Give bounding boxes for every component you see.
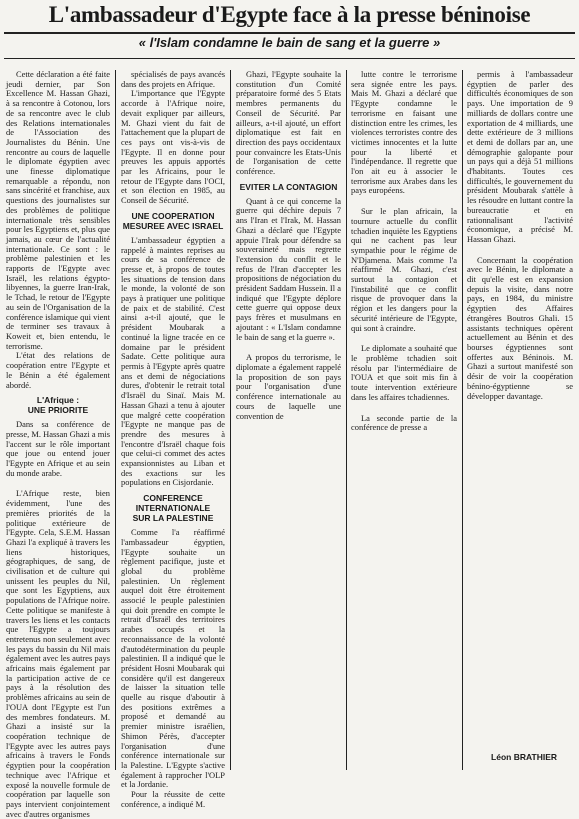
section-heading-line: UNE PRIORITE (27, 405, 89, 416)
article-column-1 (6, 69, 110, 819)
paragraph: Comme l'a réaffirmé l'ambassadeur égyptien, l'Egypte souhaite un règlement pacifique, juste et global du problème palestinien. Un règlement auquel doit être étroitement associé le peuple palestinien qui doit prendre en compte le retrait d'Israël des territoires arabes occupés et la reconnaissance de la volonté d'autodétermination du peuple palestinien. Il a indiqué que le président Hosni Moubarak qui considère qu'il est dangereux de laisser la situation telle quelle au risque d'aboutir à des positions extrêmes a proposé et demandé au premier ministre israélien, Shimon Pérès, d'accepter l'organisation d'une conférence internationale sur la Palestine. L'Egypte s'active également à rapprocher l'OLP et la Jordanie. (121, 527, 225, 790)
paragraph: Concernant la coopération avec le Bénin, le diplomate a dit qu'elle est en expansion depuis la visite, dans notre pays, en 1984, du ministre égyptien des Affaires étrangères Boutros Ghali. 15 assistants techniques opèrent actuellement au Bénin et des bourses égyptiennes sont offertes aux Béninois. M. Ghazi a surtout manifesté son désir de voir la coopération bénino-égyptienne se développer davantage. (467, 254, 573, 401)
article-column-3 (236, 70, 341, 590)
paragraph: L'état des relations de coopération entre l'Egypte et le Bénin a été également abordé. (6, 350, 110, 390)
column-divider (346, 70, 347, 770)
author-byline: Léon BRATHIER (491, 752, 557, 762)
article-subtitle: « l'Islam condamne le bain de sang et la guerre » (138, 35, 441, 50)
article-column-2 (121, 69, 225, 809)
paragraph: A propos du terrorisme, le diplomate a également rappelé la proposition de son pays pour l'organisation d'une conférence internationale au cours de laquelle une convention de (236, 352, 341, 421)
column-divider (230, 70, 231, 770)
paragraph: lutte contre le terrorisme sera signée entre les pays. Mais M. Ghazi a déclaré que l'Egypte condamne le terrorisme en faisant une distinction entre les crimes, les violences terroristes contre des victimes innocentes et la lutte pour la liberté et l'indépendance. Il regrette que l'on ait eu à associer le terrorisme aux Arabes dans les pays européens. (351, 69, 457, 196)
section-heading-line: SUR LA PALESTINE (132, 513, 214, 524)
paragraph: Le diplomate a souhaité que le problème tchadien soit résolu par l'intermédiaire de l'OUA et que soit mis fin à toute intervention extérieure dans les affaires tchadiennes. (351, 343, 457, 402)
paragraph: Ghazi, l'Egypte souhaite la constitution d'un Comité préparatoire formé des 5 Etats membres permanents du Conseil de Sécurité. Par ailleurs, a-t-il ajouté, un effort diplomatique est fait en direction des pays occidentaux pour convaincre les Etats-Unis de l'organisation de cette conférence. (236, 69, 341, 177)
paragraph-gap (467, 245, 573, 256)
column-divider (115, 70, 116, 770)
article-column-4 (351, 70, 457, 590)
top-rule (4, 32, 575, 34)
section-heading (236, 182, 341, 192)
section-heading (121, 493, 225, 523)
section-heading (6, 395, 110, 415)
subtitle-rule (4, 58, 575, 59)
paragraph: Dans sa conférence de presse, M. Hassan Ghazi a mis l'accent sur le rôle important que joue ou entend jouer l'Egypte en Afrique et au sein du monde arabe. (6, 419, 110, 478)
section-heading-line: CONFERENCE (143, 493, 203, 504)
paragraph: Sur le plan africain, la tournure actuelle du conflit tchadien inquiète les Egyptiens qui ne cachent pas leur sympathie pour le régime de N'Djamena. Mais comme l'a réaffirmé M. Ghazi, c'est surtout la contagion et l'instabilité que ce conflit risque de provoquer dans la région et les dangers pour la sécurité intérieure de l'Egypte, qui sont à craindre. (351, 206, 457, 333)
article-column-5 (467, 70, 573, 590)
paragraph: spécialisés de pays avancés dans des projets en Afrique. (121, 69, 225, 89)
section-heading-line: INTERNATIONALE (135, 503, 211, 514)
paragraph: Pour la réussite de cette conférence, a indiqué M. (121, 789, 225, 809)
section-heading-line: UNE COOPERATION (131, 210, 215, 221)
paragraph: La seconde partie de la conférence de presse a (351, 412, 457, 433)
paragraph: L'Afrique reste, bien évidemment, l'une des premières priorités de la politique extérieure de l'Egypte. Cela, S.E.M. Hassan Ghazi l'a expliqué à travers les liens historiques, géographiques, de sang, de civilisation et de culture qui unissent les peuples du Nil, que sont les Egyptiens, aux populations de l'Afrique noire. Cette politique se manifeste à travers les liens et les contacts que l'Egypte a toujours entretenus non seulement avec les pays du bassin du Nil mais également avec les autres pays africains mais également par la participation active de ce pays à la résolution des problèmes africains au sein de l'OUA dont l'Egypte est l'un des membres fondateurs. M. Ghazi a insisté sur la coopération technique de l'Egypte avec les autres pays africains à travers le Fonds égyptien pour la coopération technique avec l'Afrique et exposé la nouvelle formule de coopération par laquelle son pays intervient conjointement avec d'autres organismes (6, 488, 110, 819)
section-heading-line: EVITER LA CONTAGION (239, 181, 338, 192)
column-divider (462, 70, 463, 770)
paragraph: permis à l'ambassadeur égyptien de parler des difficultés économiques de son pays. Une importation de 9 milliards de dollars contre une exportation de 4 milliards, une dette extérieure de 3 millions et demi de dollars par an, une démographie galopante pour un pays qui a déjà 51 millions d'habitants. Toutes ces difficultés, le gouvernement du président Moubarak s'attèle à les résoudre en luttant contre la bureaucratie et en rationnalisant l'activité économique, a précisé M. Hassan Ghazi. (467, 69, 573, 244)
paragraph: Quant à ce qui concerne la guerre qui déchire depuis 7 ans l'Iran et l'Irak, M. Hassan Ghazi a déclaré que l'Egypte appuie l'Irak pour défendre sa souveraineté mais regrette l'extension du conflit et le refus de l'Iran d'accepter les propositions de négociation du président Saddam Hussein. Il a indiqué que l'Egypte déplore cette guerre qui oppose deux pays frères et musulmans en ajoutant : « L'Islam condamne le bain de sang et la guerre ». (236, 195, 341, 342)
section-heading (121, 211, 225, 231)
paragraph: Cette déclaration a été faite jeudi dernier, par Son Excellence M. Hassan Ghazi, à sa rencontre à Cotonou, lors de sa rencontre avec le club des Relations internationales de l'Association des Journalistes du Bénin. Une rencontre au cours de laquelle le diplomate égyptien avec une finesse diplomatique remarquable a répondu, non sans sincérité et franchise, aux questions des journalistes sur des problèmes de politique internationale très sensibles pour les Egyptiens et, plus que jamais, au cœur de l'actualité internationale. Ce sont : le problème palestinien et les rapports de l'Egypte avec Israël, les relations égypto-libyennes, la guerre Iran-Irak, le Tchad, le retour de l'Egypte au sein de l'Organisation de la conférence islamique qui vient de terminer ses travaux à Koweit et, bien entendu, le terrorisme. (6, 69, 110, 351)
section-heading-line: L'Afrique : (36, 395, 80, 406)
article-title: L'ambassadeur d'Egypte face à la presse béninoise (48, 2, 531, 27)
paragraph: L'ambassadeur égyptien a rappelé à maintes reprises au cours de sa conférence de presse et, à propos de toutes les situations de tension dans le monde, la volonté de son pays à pratiquer une politique de paix et de stabilité. C'est ainsi a-t-il ajouté, que le président Moubarak a continué la ligne tracée en ce domaine par le président Sadate. Cette politique aura permis à l'Egypte après quatre ans et demi de négociations dures, d'obtenir le retrait total d'Israël du Sinaï. Mais M. Hassan Ghazi a tenu à ajouter que malgré cette coopération l'Egypte ne manque pas de prendre des mesures à l'encontre d'Israël chaque fois que celui-ci commet des actes expansionnistes au Liban et des exactions sur les populations en Cisjordanie. (121, 234, 225, 488)
paragraph-gap (351, 403, 457, 414)
paragraph: L'importance que l'Egypte accorde à l'Afrique noire, devait expliquer par ailleurs, M. Ghazi vient du fait de l'attachement que la plupart de ces pays ont vis-à-vis de l'Egypte. Il en donne pour preuves les appuis apportés par les Africains, pour le retour de l'Egypte dans l'OCI, et son élection en 1985, au Conseil de Sécurité. (121, 88, 225, 206)
section-heading-line: MESUREE AVEC ISRAEL (122, 220, 224, 231)
